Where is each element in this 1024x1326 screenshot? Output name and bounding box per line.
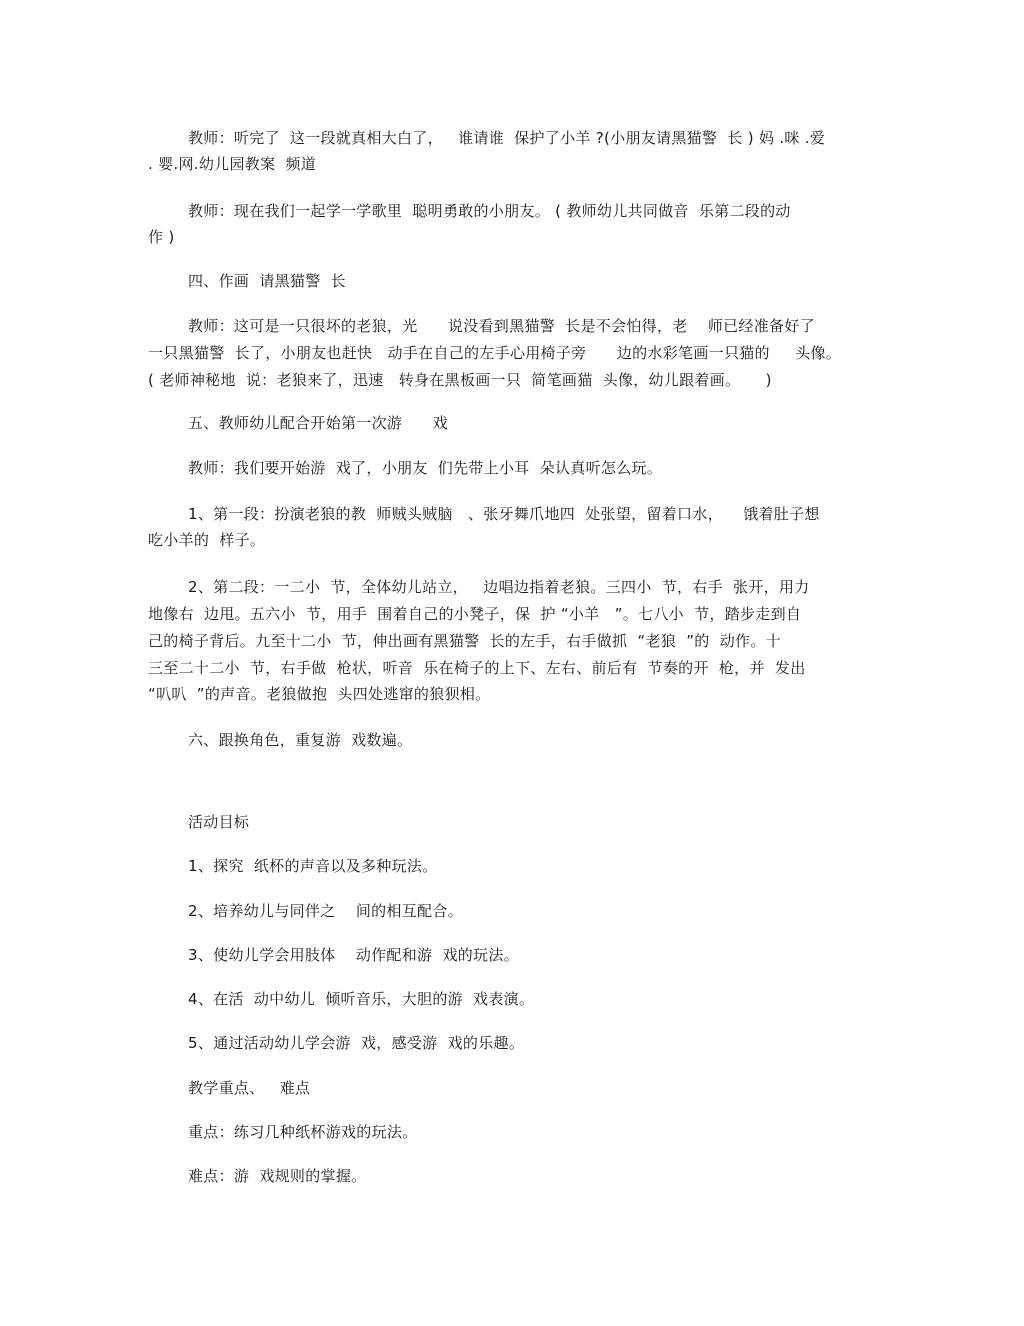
text-line: 己的椅子背后。九至十二小 节，伸出画有黑猫警 长的左手，右手做抓 “老狼 ”的 动作。十: [148, 632, 781, 650]
text-line: 教师：现在我们一起学一学歌里 聪明勇敢的小朋友。 ( 教师幼儿共同做音 乐第二段的动: [188, 202, 791, 220]
text-line: ( 老师神秘地 说：老狼来了，迅速 转身在黑板画一只 简笔画猫 头像，幼儿跟着画。 ): [148, 371, 772, 389]
section-heading: 教学重点、 难点: [188, 1079, 311, 1097]
list-item: 3、使幼儿学会用肢体 动作配和游 戏的玩法。: [188, 946, 519, 964]
section-heading: 五、教师幼儿配合开始第一次游 戏: [188, 414, 448, 432]
list-item: 1、探究 纸杯的声音以及多种玩法。: [188, 857, 438, 875]
text-line: . 婴.网.幼儿园教案 频道: [148, 155, 317, 173]
text-line: 2、第二段：一二小 节，全体幼儿站立， 边唱边指着老狼。三四小 节，右手 张开，用力: [188, 578, 810, 596]
text-line: 作 ): [148, 228, 175, 246]
text-line: 教师：这可是一只很坏的老狼，光 说没看到黑猫警 长是不会怕得，老 师已经准备好了: [188, 317, 815, 335]
text-line: 地像右 边甩。五六小 节，用手 围着自己的小凳子，保 护 “小羊 ”。七八小 节，踏步走到自: [148, 605, 802, 623]
text-line: 1、第一段：扮演老狼的教 师贼头贼脑 、张牙舞爪地四 处张望，留着口水， 饿着肚子想: [188, 505, 820, 523]
text-line: 重点：练习几种纸杯游戏的玩法。: [188, 1123, 418, 1141]
text-line: 难点：游 戏规则的掌握。: [188, 1167, 367, 1185]
list-item: 5、通过活动幼儿学会游 戏，感受游 戏的乐趣。: [188, 1034, 525, 1052]
list-item: 2、培养幼儿与同伴之 间的相互配合。: [188, 902, 463, 920]
section-heading: 四、作画 请黑猫警 长: [188, 272, 346, 290]
text-line: 教师：我们要开始游 戏了，小朋友 们先带上小耳 朵认真听怎么玩。: [188, 459, 663, 477]
list-item: 4、在活 动中幼儿 倾听音乐，大胆的游 戏表演。: [188, 990, 535, 1008]
section-heading: 活动目标: [188, 813, 250, 831]
text-line: “叭叭 ”的声音。老狼做抱 头四处逃窜的狼狈相。: [148, 685, 491, 703]
section-heading: 六、跟换角色，重复游 戏数遍。: [188, 731, 413, 749]
text-line: 吃小羊的 样子。: [148, 531, 266, 549]
text-line: 教师：听完了 这一段就真相大白了， 谁请谁 保护了小羊 ?(小朋友请黑猫警 长 ) 妈 .咪 .爱: [188, 129, 826, 147]
text-line: 三至二十二小 节，右手做 枪状，听音 乐在椅子的上下、左右、前后有 节奏的开 枪，并 发出: [148, 659, 806, 677]
text-line: 一只黑猫警 长了，小朋友也赶快 动手在自己的左手心用椅子旁 边的水彩笔画一只猫的 头像。: [148, 344, 842, 362]
